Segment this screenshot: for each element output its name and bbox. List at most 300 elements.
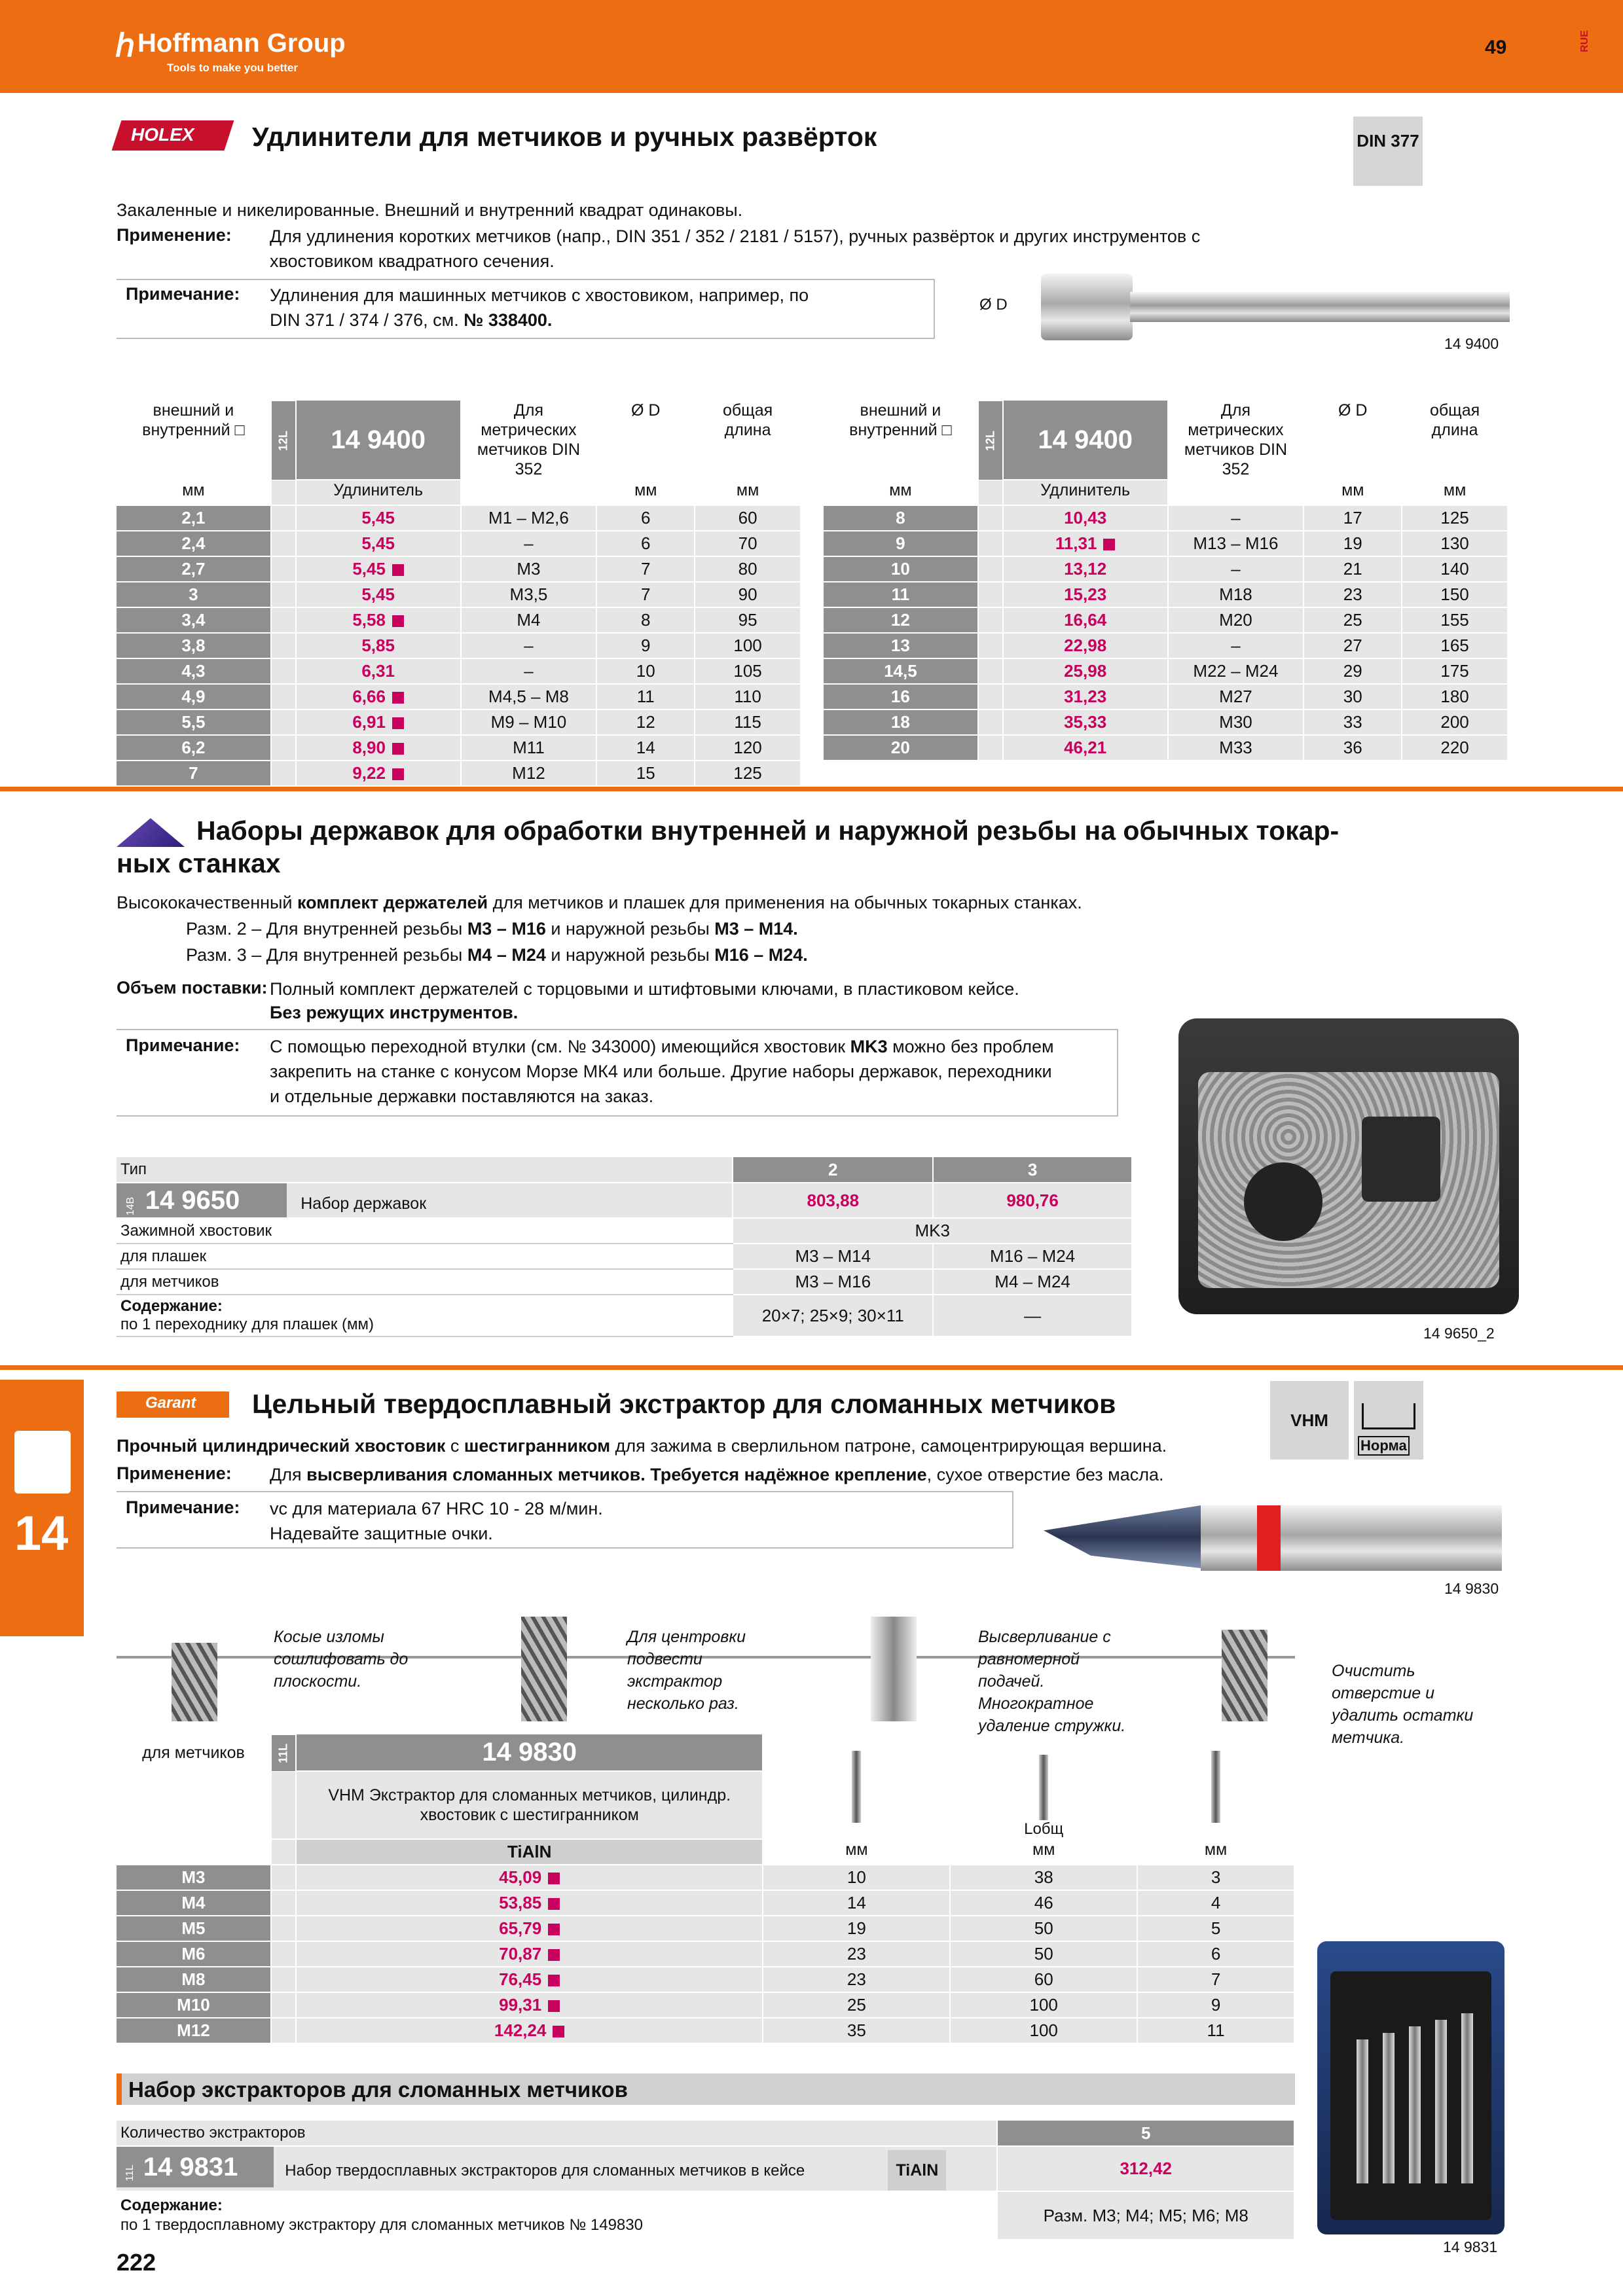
spacer bbox=[271, 1967, 296, 1992]
row-dies: для плашек bbox=[117, 1244, 733, 1269]
drill-hex-icon bbox=[1211, 1751, 1220, 1823]
stock-marker-icon bbox=[392, 743, 404, 755]
diameter: 29 bbox=[1304, 658, 1402, 684]
diameter: 7 bbox=[596, 582, 695, 607]
hoffmann-logo-icon: ℎ bbox=[115, 29, 136, 63]
dia-icon bbox=[763, 1734, 950, 1839]
spacer bbox=[271, 684, 296, 709]
total-length: 120 bbox=[695, 735, 801, 761]
tap-size: M6 bbox=[117, 1941, 271, 1967]
price: 5,45 bbox=[296, 505, 461, 531]
total-length: 90 bbox=[695, 582, 801, 607]
metric-thread: – bbox=[461, 633, 597, 658]
total-length: 70 bbox=[695, 531, 801, 556]
col-d: Ø D bbox=[1304, 401, 1402, 480]
total-length: 50 bbox=[950, 1941, 1137, 1967]
col-square: внешний и внутренний □ bbox=[117, 401, 271, 480]
set-extractor bbox=[1435, 2020, 1447, 2183]
count-value: 5 bbox=[997, 2121, 1294, 2146]
spacer bbox=[978, 684, 1003, 709]
tap-size: M8 bbox=[117, 1967, 271, 1992]
page-number: 222 bbox=[117, 2249, 156, 2276]
taps-size-2: M3 – M16 bbox=[733, 1269, 933, 1295]
diameter: 11 bbox=[596, 684, 695, 709]
hex-size: 4 bbox=[1137, 1890, 1294, 1916]
stock-marker-icon bbox=[548, 1975, 560, 1986]
col-extender: Удлинитель bbox=[1003, 480, 1168, 505]
step4-illustration bbox=[1222, 1630, 1267, 1721]
spacer bbox=[271, 531, 296, 556]
section-title-holders-1: Наборы державок для обработки внутренней и наружной резьбы на обычных токар- bbox=[196, 816, 1340, 846]
table-row bbox=[117, 1967, 1294, 1992]
metric-thread: M20 bbox=[1168, 607, 1304, 633]
table-row bbox=[117, 1890, 1294, 1916]
tap-size: M10 bbox=[117, 1992, 271, 2018]
product-149831: 11L 14 9831 Набор твердосплавных экстракторов для сломанных метчиков в кейсе TiAlN bbox=[117, 2146, 997, 2191]
total-length: 115 bbox=[695, 709, 801, 735]
image-caption-149400: 14 9400 bbox=[1444, 335, 1499, 352]
spacer bbox=[271, 582, 296, 607]
application-text-1: Для удлинения коротких метчиков (напр., DIN 351 / 352 / 2181 / 5157), ручных развёрток и других инструментов с bbox=[270, 226, 1201, 246]
square-size: 3 bbox=[117, 582, 271, 607]
step3-text: Высверливание с равномерной подачей. Многократное удаление стружки. bbox=[978, 1628, 1126, 1735]
col-size-2: 2 bbox=[733, 1157, 933, 1183]
step1-illustration bbox=[172, 1643, 217, 1721]
table-row bbox=[117, 531, 801, 556]
col-square: внешний и внутренний □ bbox=[824, 401, 978, 480]
application-label: Применение: bbox=[117, 1463, 232, 1483]
section-divider bbox=[0, 1365, 1623, 1370]
square-size: 8 bbox=[824, 505, 978, 531]
drill-chapter-icon bbox=[14, 1431, 71, 1494]
hex-size: 7 bbox=[1137, 1967, 1294, 1992]
total-length: 95 bbox=[695, 607, 801, 633]
metric-thread: – bbox=[1168, 556, 1304, 582]
metric-thread: – bbox=[1168, 633, 1304, 658]
diameter: 36 bbox=[1304, 735, 1402, 761]
total-length: 110 bbox=[695, 684, 801, 709]
total-length: 38 bbox=[950, 1865, 1137, 1890]
metric-thread: M4,5 – M8 bbox=[461, 684, 597, 709]
square-size: 6,2 bbox=[117, 735, 271, 761]
set-extractor bbox=[1461, 2013, 1473, 2183]
table-row bbox=[117, 761, 801, 786]
total-length: 130 bbox=[1402, 531, 1508, 556]
table-row bbox=[117, 658, 801, 684]
extender-shaft-image bbox=[1130, 292, 1510, 322]
metric-thread: M18 bbox=[1168, 582, 1304, 607]
hex-size: 11 bbox=[1137, 2018, 1294, 2043]
total-length: 125 bbox=[695, 761, 801, 786]
price: 45,09 bbox=[296, 1865, 763, 1890]
diameter: 6 bbox=[596, 505, 695, 531]
tap-holder-part bbox=[1362, 1117, 1440, 1202]
spacer bbox=[271, 658, 296, 684]
unit: мм bbox=[1137, 1839, 1294, 1865]
table-row bbox=[117, 1992, 1294, 2018]
metric-thread: – bbox=[461, 531, 597, 556]
price: 5,58 bbox=[296, 607, 461, 633]
diameter: 9 bbox=[596, 633, 695, 658]
stock-marker-icon bbox=[392, 615, 404, 627]
table-row bbox=[117, 582, 801, 607]
diameter: 23 bbox=[1304, 582, 1402, 607]
image-caption-149830: 14 9830 bbox=[1444, 1580, 1499, 1597]
price: 5,45 bbox=[296, 582, 461, 607]
set-sizes: Разм. M3; M4; M5; M6; M8 bbox=[997, 2191, 1294, 2240]
drill-diameter-icon bbox=[852, 1751, 861, 1823]
size-3-text: Разм. 3 – Для внутренней резьбы M4 – M24 и наружной резьбы M16 – M24. bbox=[186, 945, 808, 965]
extender-table-left bbox=[117, 401, 801, 787]
spacer bbox=[271, 761, 296, 786]
col-d: Ø D bbox=[596, 401, 695, 480]
metric-thread: M3,5 bbox=[461, 582, 597, 607]
square-size: 2,4 bbox=[117, 531, 271, 556]
square-size: 16 bbox=[824, 684, 978, 709]
unit: мм bbox=[117, 480, 271, 505]
table-row bbox=[117, 2018, 1294, 2043]
die-holder-part bbox=[1244, 1162, 1322, 1241]
square-size: 2,1 bbox=[117, 505, 271, 531]
diameter: 25 bbox=[763, 1992, 950, 2018]
brand-tagline: Tools to make you better bbox=[167, 62, 298, 74]
table-row bbox=[117, 607, 801, 633]
spacer bbox=[978, 505, 1003, 531]
holders-description: Высококачественный комплект держателей для метчиков и плашек для применения на обычных токарных станках. bbox=[117, 893, 1082, 912]
row-type: Тип bbox=[117, 1157, 733, 1183]
extractor-description: Прочный цилиндрический хвостовик с шестигранником для зажима в сверлильном патроне, самоцентрирующая вершина. bbox=[117, 1436, 1167, 1456]
price: 5,85 bbox=[296, 633, 461, 658]
tap-size: M12 bbox=[117, 2018, 271, 2043]
dies-size-3: M16 – M24 bbox=[933, 1244, 1132, 1269]
section-title-holders-2: ных станках bbox=[117, 848, 281, 878]
table-row bbox=[117, 684, 801, 709]
stock-marker-icon bbox=[548, 2000, 560, 2012]
catalog-page-number: 49 bbox=[1485, 37, 1507, 58]
metric-thread: – bbox=[1168, 505, 1304, 531]
size-2-text: Разм. 2 – Для внутренней резьбы M3 – M16 и наружной резьбы M3 – M14. bbox=[186, 919, 798, 939]
table-row bbox=[824, 505, 1508, 531]
price: 16,64 bbox=[1003, 607, 1168, 633]
diameter: 7 bbox=[596, 556, 695, 582]
table-row bbox=[117, 505, 801, 531]
step4-text: Очистить отверстие и удалить остатки метчика. bbox=[1332, 1662, 1474, 1747]
holder-case-photo bbox=[1178, 1018, 1519, 1314]
diameter: 15 bbox=[596, 761, 695, 786]
price: 15,23 bbox=[1003, 582, 1168, 607]
row-count: Количество экстракторов bbox=[117, 2121, 997, 2146]
col-code: 14 9400 bbox=[296, 401, 461, 480]
price: 10,43 bbox=[1003, 505, 1168, 531]
col-taps: для метчиков bbox=[117, 1734, 271, 1771]
total-length: 46 bbox=[950, 1890, 1137, 1916]
step2-text: Для центровки подвести экстрактор несколько раз. bbox=[627, 1628, 746, 1713]
spacer bbox=[271, 505, 296, 531]
table-row bbox=[117, 709, 801, 735]
col-length: общая длина bbox=[1402, 401, 1508, 480]
square-size: 14,5 bbox=[824, 658, 978, 684]
total-length: 50 bbox=[950, 1916, 1137, 1941]
note-text-1: vc для материала 67 HRC 10 - 28 м/мин. bbox=[270, 1499, 603, 1518]
metric-thread: M12 bbox=[461, 761, 597, 786]
stock-marker-icon bbox=[1103, 539, 1115, 550]
table-row bbox=[117, 633, 801, 658]
diameter: 27 bbox=[1304, 633, 1402, 658]
note-text-3: и отдельные державки поставляются на заказ. bbox=[270, 1086, 654, 1106]
table-row bbox=[824, 658, 1508, 684]
square-size: 3,4 bbox=[117, 607, 271, 633]
factory-icon bbox=[1362, 1403, 1415, 1429]
spacer bbox=[271, 1865, 296, 1890]
price: 25,98 bbox=[1003, 658, 1168, 684]
extractor-set-table bbox=[117, 2121, 1295, 2240]
table-row bbox=[117, 735, 801, 761]
note-text-2: закрепить на станке с конусом Морзе МК4 или больше. Другие наборы державок, переходники bbox=[270, 1062, 1052, 1081]
hex-size: 9 bbox=[1137, 1992, 1294, 2018]
norma-badge bbox=[1354, 1381, 1423, 1460]
table-row bbox=[824, 607, 1508, 633]
spacer bbox=[271, 1916, 296, 1941]
col-metric: Для метрических метчиков DIN 352 bbox=[1168, 401, 1304, 480]
square-size: 4,9 bbox=[117, 684, 271, 709]
extractor-set-photo bbox=[1317, 1941, 1504, 2234]
stock-marker-icon bbox=[392, 564, 404, 576]
total-length: 60 bbox=[695, 505, 801, 531]
section-divider bbox=[0, 787, 1623, 791]
diameter: 33 bbox=[1304, 709, 1402, 735]
price: 5,45 bbox=[296, 556, 461, 582]
total-length: 100 bbox=[695, 633, 801, 658]
scope-label: Объем поставки: bbox=[117, 978, 268, 997]
spacer bbox=[978, 633, 1003, 658]
contents-size-3: — bbox=[933, 1295, 1132, 1336]
set-title-accent bbox=[117, 2073, 122, 2105]
hex-icon bbox=[1137, 1734, 1294, 1839]
price: 9,22 bbox=[296, 761, 461, 786]
diameter: 30 bbox=[1304, 684, 1402, 709]
note-text-1: Удлинения для машинных метчиков с хвостовиком, например, по bbox=[270, 285, 809, 305]
square-size: 18 bbox=[824, 709, 978, 735]
price: 6,66 bbox=[296, 684, 461, 709]
price-size-2: 803,88 bbox=[733, 1183, 933, 1218]
extender-table-right bbox=[824, 401, 1508, 761]
square-size: 11 bbox=[824, 582, 978, 607]
set-extractor bbox=[1409, 2026, 1421, 2183]
spacer bbox=[271, 735, 296, 761]
hex-size: 5 bbox=[1137, 1916, 1294, 1941]
tap-size: M3 bbox=[117, 1865, 271, 1890]
total-length: 140 bbox=[1402, 556, 1508, 582]
col-code-side: 11L bbox=[271, 1734, 296, 1771]
stock-marker-icon bbox=[392, 692, 404, 704]
square-size: 9 bbox=[824, 531, 978, 556]
price: 46,21 bbox=[1003, 735, 1168, 761]
square-size: 7 bbox=[117, 761, 271, 786]
price: 22,98 bbox=[1003, 633, 1168, 658]
row-shank: Зажимной хвостовик bbox=[117, 1218, 733, 1244]
note-label: Примечание: bbox=[126, 284, 240, 304]
shank-value: MK3 bbox=[733, 1218, 1132, 1244]
table-row bbox=[824, 684, 1508, 709]
price: 13,12 bbox=[1003, 556, 1168, 582]
col-coating: TiAlN bbox=[296, 1839, 763, 1865]
total-length: 100 bbox=[950, 1992, 1137, 2018]
application-text-2: хвостовиком квадратного сечения. bbox=[270, 251, 555, 271]
col-metric: Для метрических метчиков DIN 352 bbox=[461, 401, 597, 480]
application-text: Для высверливания сломанных метчиков. Требуется надёжное крепление, сухое отверстие без масла. bbox=[270, 1465, 1164, 1484]
price: 70,87 bbox=[296, 1941, 763, 1967]
price-size-3: 980,76 bbox=[933, 1183, 1132, 1218]
diameter: 19 bbox=[1304, 531, 1402, 556]
holder-brand-icon bbox=[117, 818, 185, 847]
spacer bbox=[271, 1992, 296, 2018]
metric-thread: M22 – M24 bbox=[1168, 658, 1304, 684]
total-length: 175 bbox=[1402, 658, 1508, 684]
total-length: 105 bbox=[695, 658, 801, 684]
stock-marker-icon bbox=[548, 1898, 560, 1910]
square-size: 4,3 bbox=[117, 658, 271, 684]
note-label: Примечание: bbox=[126, 1035, 240, 1055]
unit: мм bbox=[763, 1839, 950, 1865]
stock-marker-icon bbox=[548, 1873, 560, 1884]
price: 65,79 bbox=[296, 1916, 763, 1941]
row-taps: для метчиков bbox=[117, 1269, 733, 1295]
total-length: 150 bbox=[1402, 582, 1508, 607]
stock-marker-icon bbox=[392, 768, 404, 780]
price: 53,85 bbox=[296, 1890, 763, 1916]
square-size: 12 bbox=[824, 607, 978, 633]
table-row bbox=[117, 1916, 1294, 1941]
vhm-badge: VHM bbox=[1270, 1381, 1349, 1460]
holder-set-table bbox=[117, 1157, 1133, 1337]
row-contents: Содержание: по 1 переходнику для плашек (мм) bbox=[117, 1295, 733, 1336]
metric-thread: M30 bbox=[1168, 709, 1304, 735]
length-icon: Lобщ bbox=[950, 1734, 1137, 1839]
metric-thread: – bbox=[461, 658, 597, 684]
image-caption-149831: 14 9831 bbox=[1443, 2238, 1498, 2255]
square-size: 13 bbox=[824, 633, 978, 658]
diameter: 25 bbox=[1304, 607, 1402, 633]
diameter: 6 bbox=[596, 531, 695, 556]
col-extender: Удлинитель bbox=[296, 480, 461, 505]
square-size: 20 bbox=[824, 735, 978, 761]
scope-text-2: Без режущих инструментов. bbox=[270, 1003, 519, 1022]
hex-size: 6 bbox=[1137, 1941, 1294, 1967]
set-contents: Содержание: по 1 твердосплавному экстрактору для сломанных метчиков № 149830 bbox=[117, 2191, 997, 2240]
section-title-extenders: Удлинители для метчиков и ручных развёрток bbox=[252, 122, 877, 152]
total-length: 80 bbox=[695, 556, 801, 582]
table-row bbox=[824, 735, 1508, 761]
price: 142,24 bbox=[296, 2018, 763, 2043]
table-row bbox=[824, 531, 1508, 556]
price: 11,31 bbox=[1003, 531, 1168, 556]
metric-thread: M3 bbox=[461, 556, 597, 582]
stock-marker-icon bbox=[392, 717, 404, 729]
spacer bbox=[978, 709, 1003, 735]
price: 35,33 bbox=[1003, 709, 1168, 735]
metric-thread: M4 bbox=[461, 607, 597, 633]
price: 5,45 bbox=[296, 531, 461, 556]
dies-size-2: M3 – M14 bbox=[733, 1244, 933, 1269]
metric-thread: M13 – M16 bbox=[1168, 531, 1304, 556]
diameter: 17 bbox=[1304, 505, 1402, 531]
spacer bbox=[978, 607, 1003, 633]
total-length: 60 bbox=[950, 1967, 1137, 1992]
chapter-number: 14 bbox=[14, 1506, 69, 1560]
diameter-label: Ø D bbox=[979, 296, 1008, 314]
extractor-shank-image bbox=[1201, 1505, 1502, 1571]
spacer bbox=[271, 2018, 296, 2043]
table-row bbox=[824, 582, 1508, 607]
col-description: VHM Экстрактор для сломанных метчиков, цилиндр. хвостовик с шестигранником bbox=[296, 1771, 763, 1839]
section-title-extractor: Цельный твердосплавный экстрактор для сломанных метчиков bbox=[252, 1389, 1116, 1419]
total-length: 200 bbox=[1402, 709, 1508, 735]
total-length: 165 bbox=[1402, 633, 1508, 658]
price: 6,31 bbox=[296, 658, 461, 684]
price: 99,31 bbox=[296, 1992, 763, 2018]
diameter: 23 bbox=[763, 1967, 950, 1992]
table-row bbox=[824, 709, 1508, 735]
col-code: 14 9400 bbox=[1003, 401, 1168, 480]
norma-label: Норма bbox=[1358, 1436, 1410, 1456]
diameter: 35 bbox=[763, 2018, 950, 2043]
set-title: Набор экстракторов для сломанных метчиков bbox=[128, 2077, 628, 2102]
note-text-2: Надевайте защитные очки. bbox=[270, 1524, 493, 1543]
col-size-3: 3 bbox=[933, 1157, 1132, 1183]
diameter: 12 bbox=[596, 709, 695, 735]
col-code-side: 12L bbox=[271, 401, 296, 480]
note-text-2: DIN 371 / 374 / 376, см. № 338400. bbox=[270, 310, 553, 330]
diameter: 23 bbox=[763, 1941, 950, 1967]
price: 76,45 bbox=[296, 1967, 763, 1992]
metric-thread: M11 bbox=[461, 735, 597, 761]
table-row bbox=[824, 633, 1508, 658]
holex-logo-text: HOLEX bbox=[131, 124, 194, 145]
metric-thread: M33 bbox=[1168, 735, 1304, 761]
extractor-tip-image bbox=[1044, 1505, 1201, 1568]
din-badge: DIN 377 bbox=[1353, 117, 1423, 186]
square-size: 5,5 bbox=[117, 709, 271, 735]
diameter: 21 bbox=[1304, 556, 1402, 582]
square-size: 3,8 bbox=[117, 633, 271, 658]
extractor-ring-image bbox=[1257, 1505, 1281, 1571]
unit: мм bbox=[1402, 480, 1508, 505]
metric-thread: M9 – M10 bbox=[461, 709, 597, 735]
metric-thread: M27 bbox=[1168, 684, 1304, 709]
col-code-side: 12L bbox=[978, 401, 1003, 480]
total-length: 220 bbox=[1402, 735, 1508, 761]
spacer bbox=[271, 607, 296, 633]
stock-marker-icon bbox=[548, 1924, 560, 1935]
case-foam bbox=[1198, 1072, 1499, 1288]
step1-text: Косые изломы сошлифовать до плоскости. bbox=[274, 1628, 409, 1691]
garant-logo: Garant bbox=[117, 1391, 229, 1418]
stock-marker-icon bbox=[548, 1949, 560, 1961]
metric-thread: M1 – M2,6 bbox=[461, 505, 597, 531]
unit: мм bbox=[596, 480, 695, 505]
price: 31,23 bbox=[1003, 684, 1168, 709]
set-extractor bbox=[1383, 2033, 1395, 2183]
unit: мм bbox=[824, 480, 978, 505]
spacer bbox=[978, 531, 1003, 556]
spacer bbox=[271, 709, 296, 735]
set-extractor bbox=[1357, 2039, 1368, 2183]
square-size: 10 bbox=[824, 556, 978, 582]
spacer bbox=[978, 582, 1003, 607]
step2-illustration bbox=[521, 1617, 567, 1721]
unit: мм bbox=[695, 480, 801, 505]
total-length: 155 bbox=[1402, 607, 1508, 633]
